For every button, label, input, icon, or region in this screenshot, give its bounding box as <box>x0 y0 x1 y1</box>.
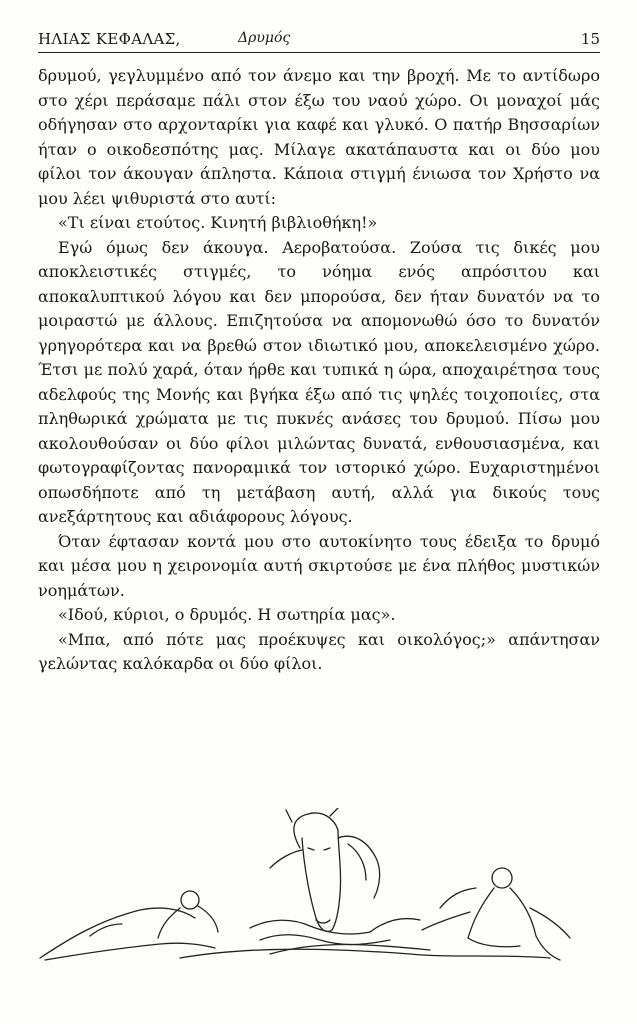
body-text <box>38 64 600 677</box>
paragraph-1: δρυμού, γεγλυμμένο από τον άνεμο και την βροχή. Με το αντίδωρο στο χέρι περάσαμε πάλι στον έξω του ναού χώρο. Οι μοναχοί μάς οδήγησαν στο αρχονταρίκι για καφέ και γλυκό. Ο πατήρ Βησσαρίων ήταν ο οικοδεσπότης μας. Μίλαγε ακατάπαυστα και οι δύο μου φίλοι τον άκουγαν άπληστα. Κάποια στιγμή ένιωσα τον Χρήστο να μου λέει ψιθυριστά στο αυτί: <box>38 66 600 208</box>
paragraph-3: Εγώ όμως δεν άκουγα. Αεροβατούσα. Ζούσα τις δικές μου αποκλειστικές στιγμές, το νόημα ενός απρόσιτου και αποκαλυπτικού λόγου και δεν μπορούσα, δεν ήταν δυνατόν να το μοιραστώ με άλλους. Επιζητούσα να απομονωθώ όσο το δυνατόν γρηγορότερα και να βρεθώ στον ιδιωτικό μου, αποκελεισμένο χώρο. Έτσι με πολύ χαρά, όταν ήρθε και τυπικά η ώρα, αποχαιρέτησα τους αδελφούς της Μονής και βγήκα έξω από τις ψηλές τοιχοποιίες, στα πληθωρικά χρώματα με τις πυκνές ανάσες του δρυμού. Πίσω μου ακολουθούσαν οι δύο φίλοι μιλώντας δυνατά, ενθουσιασμένα, και φωτογραφίζοντας πανοραμικά τον ιστορικό χώρο. Ευχαριστημένοι οπωσδήποτε από τη μετάβαση αυτή, αλλά για δικούς τους ανεξάρτητους και αδιάφορους λόγους. <box>38 237 600 526</box>
header-author: ΗΛΙΑΣ ΚΕΦΑΛΑΣ, <box>38 30 181 48</box>
paragraph-4: Όταν έφτασαν κοντά μου στο αυτοκίνητο τους έδειξα το δρυμό και μέσα μου η χειρονομία αυτή σκιρτούσε με ένα πλήθος μυστικών νοημάτων. <box>38 531 600 600</box>
ink-sketch-figures-horse-icon <box>30 808 610 978</box>
paragraph-5: «Ιδού, κύριοι, ο δρυμός. Η σωτηρία μας». <box>58 605 396 624</box>
running-header <box>38 28 600 53</box>
paragraph-2: «Τι είναι ετούτος. Κινητή βιβλιοθήκη!» <box>58 213 378 232</box>
page-number: 15 <box>580 30 600 48</box>
paragraph-6: «Μπα, από πότε μας προέκυψες και οικολόγος;» απάντησαν γελώντας καλόκαρδα οι δύο φίλοι. <box>38 629 600 673</box>
header-title: Δρυμός <box>238 30 291 46</box>
